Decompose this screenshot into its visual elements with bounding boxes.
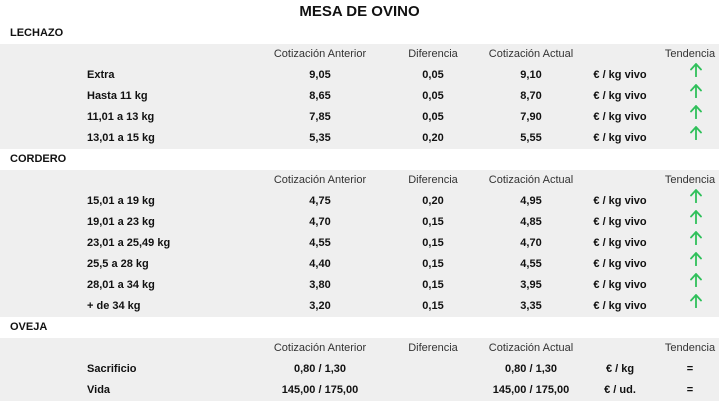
cell-trend — [655, 380, 719, 401]
row-label: 28,01 a 34 kg — [87, 279, 155, 291]
cell-anterior: 4,40 — [309, 258, 331, 270]
section-table — [0, 44, 719, 149]
cell-actual: 3,35 — [520, 300, 542, 312]
table-row — [0, 107, 719, 128]
header-actual: Cotización Actual — [488, 48, 574, 60]
table-row — [0, 359, 719, 380]
sections-container — [0, 23, 719, 401]
cell-unit: € / kg vivo — [593, 216, 647, 228]
trend-up-arrow-icon — [690, 189, 702, 203]
cell-actual: 4,55 — [520, 258, 542, 270]
table-row — [0, 233, 719, 254]
row-label: + de 34 kg — [87, 300, 141, 312]
header-anterior: Cotización Anterior — [273, 174, 367, 186]
table-header-row — [0, 44, 719, 65]
cell-unit: € / kg vivo — [593, 300, 647, 312]
table-header-row — [0, 170, 719, 191]
row-label: 15,01 a 19 kg — [87, 195, 155, 207]
cell-anterior: 5,35 — [309, 132, 331, 144]
header-tendencia: Tendencia — [664, 48, 716, 60]
row-label: 11,01 a 13 kg — [87, 111, 155, 123]
cell-diferencia: 0,15 — [422, 216, 444, 228]
cell-anterior: 0,80 / 1,30 — [294, 363, 346, 375]
cell-diferencia: 0,15 — [422, 258, 444, 270]
trend-up-arrow-icon — [690, 210, 702, 224]
cell-actual: 4,70 — [520, 237, 542, 249]
row-label: 19,01 a 23 kg — [87, 216, 155, 228]
header-actual: Cotización Actual — [488, 174, 574, 186]
cell-unit: € / kg vivo — [593, 279, 647, 291]
trend-up-arrow-icon — [690, 252, 702, 266]
cell-trend — [655, 359, 719, 380]
cell-diferencia: 0,05 — [422, 90, 444, 102]
cell-diferencia: 0,15 — [422, 237, 444, 249]
section-table — [0, 338, 719, 401]
cell-actual: 9,10 — [520, 69, 542, 81]
cell-anterior: 4,55 — [309, 237, 331, 249]
cell-anterior: 9,05 — [309, 69, 331, 81]
cell-unit: € / kg vivo — [593, 237, 647, 249]
page-title: MESA DE OVINO — [299, 3, 420, 20]
cell-anterior: 4,75 — [309, 195, 331, 207]
row-label: Hasta 11 kg — [87, 90, 148, 102]
table-row — [0, 275, 719, 296]
header-anterior: Cotización Anterior — [273, 48, 367, 60]
cell-diferencia: 0,15 — [422, 279, 444, 291]
cell-actual: 145,00 / 175,00 — [492, 384, 570, 396]
cell-anterior: 8,65 — [309, 90, 331, 102]
table-row — [0, 128, 719, 149]
table-row — [0, 380, 719, 401]
table-row — [0, 296, 719, 317]
section-title: LECHAZO — [10, 27, 64, 39]
header-anterior: Cotización Anterior — [273, 342, 367, 354]
section-title: CORDERO — [10, 153, 67, 165]
cell-unit: € / kg — [605, 363, 635, 375]
cell-actual: 4,95 — [520, 195, 542, 207]
row-label: 23,01 a 25,49 kg — [87, 237, 171, 249]
trend-up-arrow-icon — [690, 294, 702, 308]
table-row — [0, 254, 719, 275]
cell-actual: 8,70 — [520, 90, 542, 102]
row-label: Vida — [87, 384, 111, 396]
row-label: Sacrificio — [87, 363, 137, 375]
trend-up-arrow-icon — [690, 126, 702, 140]
cell-unit: € / ud. — [604, 384, 636, 396]
trend-up-arrow-icon — [690, 63, 702, 77]
header-tendencia: Tendencia — [664, 174, 716, 186]
cell-unit: € / kg vivo — [593, 195, 647, 207]
section-table — [0, 170, 719, 317]
cell-actual: 5,55 — [520, 132, 542, 144]
table-header-row — [0, 338, 719, 359]
cell-unit: € / kg vivo — [593, 258, 647, 270]
cell-diferencia: 0,20 — [422, 132, 444, 144]
header-diferencia: Diferencia — [408, 342, 458, 354]
row-label: 13,01 a 15 kg — [87, 132, 155, 144]
table-row — [0, 65, 719, 86]
cell-unit: € / kg vivo — [593, 111, 647, 123]
cell-anterior: 145,00 / 175,00 — [281, 384, 359, 396]
cell-diferencia: 0,20 — [422, 195, 444, 207]
cell-anterior: 3,80 — [309, 279, 331, 291]
cell-diferencia: 0,05 — [422, 111, 444, 123]
table-row — [0, 212, 719, 233]
row-label: Extra — [87, 69, 115, 81]
cell-diferencia: 0,05 — [422, 69, 444, 81]
cell-diferencia: 0,15 — [422, 300, 444, 312]
table-row — [0, 191, 719, 212]
cell-actual: 4,85 — [520, 216, 542, 228]
cell-anterior: 3,20 — [309, 300, 331, 312]
cell-actual: 3,95 — [520, 279, 542, 291]
trend-up-arrow-icon — [690, 231, 702, 245]
cell-anterior: 4,70 — [309, 216, 331, 228]
trend-equal: = — [686, 384, 694, 396]
header-tendencia: Tendencia — [664, 342, 716, 354]
cell-actual: 7,90 — [520, 111, 542, 123]
cell-unit: € / kg vivo — [593, 132, 647, 144]
trend-up-arrow-icon — [690, 84, 702, 98]
header-diferencia: Diferencia — [408, 48, 458, 60]
table-row — [0, 86, 719, 107]
section-title: OVEJA — [10, 321, 48, 333]
cell-anterior: 7,85 — [309, 111, 331, 123]
trend-up-arrow-icon — [690, 105, 702, 119]
header-actual: Cotización Actual — [488, 342, 574, 354]
trend-equal: = — [686, 363, 694, 375]
cell-unit: € / kg vivo — [593, 90, 647, 102]
trend-up-arrow-icon — [690, 273, 702, 287]
cell-unit: € / kg vivo — [593, 69, 647, 81]
header-diferencia: Diferencia — [408, 174, 458, 186]
row-label: 25,5 a 28 kg — [87, 258, 149, 270]
cell-actual: 0,80 / 1,30 — [505, 363, 557, 375]
